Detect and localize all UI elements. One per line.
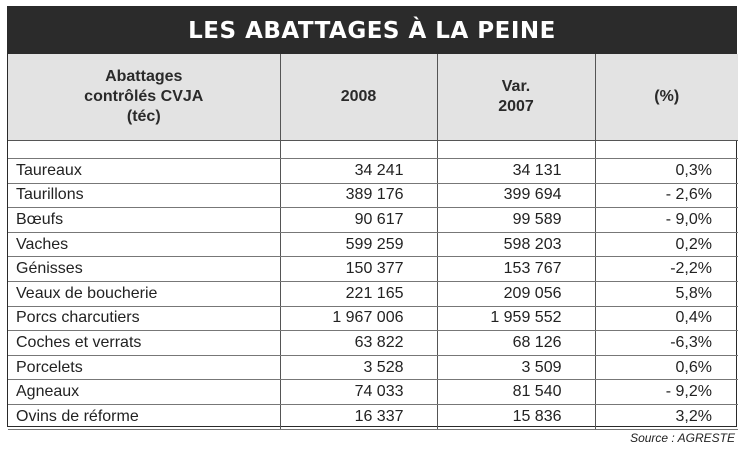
column-header-2008: 2008	[280, 54, 437, 141]
column-header-var-2007: Var. 2007	[437, 54, 595, 141]
cell-2007: 3 509	[437, 355, 595, 380]
table-row	[8, 208, 738, 233]
cell-2007: 34 131	[437, 159, 595, 184]
column-header-percent: (%)	[595, 54, 738, 141]
cell-2007: 153 767	[437, 257, 595, 282]
table-row	[8, 159, 738, 184]
row-label: Taureaux	[8, 159, 280, 184]
cell-2007: 1 959 552	[437, 306, 595, 331]
table-row	[8, 281, 738, 306]
cell-percent: 0,3%	[595, 159, 738, 184]
cell-2008: 16 337	[280, 404, 437, 429]
row-label: Bœufs	[8, 208, 280, 233]
cell-2008: 34 241	[280, 159, 437, 184]
source-note: Source : AGRESTE	[630, 431, 735, 445]
table-row	[8, 355, 738, 380]
row-label: Vaches	[8, 232, 280, 257]
row-label: Ovins de réforme	[8, 404, 280, 429]
cell-percent: 3,2%	[595, 404, 738, 429]
table-row	[8, 331, 738, 356]
cell-2008: 150 377	[280, 257, 437, 282]
table-row	[8, 404, 738, 429]
cell-2007: 81 540	[437, 380, 595, 405]
row-label: Coches et verrats	[8, 331, 280, 356]
cell-2007: 15 836	[437, 404, 595, 429]
row-label: Veaux de boucherie	[8, 281, 280, 306]
cell-2008: 1 967 006	[280, 306, 437, 331]
cell-2008: 221 165	[280, 281, 437, 306]
cell-2007: 68 126	[437, 331, 595, 356]
table-title: LES ABATTAGES À LA PEINE	[8, 7, 736, 54]
cell-percent: 0,6%	[595, 355, 738, 380]
cell-2007: 99 589	[437, 208, 595, 233]
row-label: Porcelets	[8, 355, 280, 380]
table-row	[8, 257, 738, 282]
slaughter-table	[8, 54, 738, 430]
cell-percent: 5,8%	[595, 281, 738, 306]
cell-percent: 0,4%	[595, 306, 738, 331]
header-row	[8, 54, 738, 141]
cell-2008: 599 259	[280, 232, 437, 257]
table-row	[8, 183, 738, 208]
cell-percent: -6,3%	[595, 331, 738, 356]
cell-percent: 0,2%	[595, 232, 738, 257]
row-label: Agneaux	[8, 380, 280, 405]
table-row	[8, 232, 738, 257]
cell-2008: 74 033	[280, 380, 437, 405]
row-label: Génisses	[8, 257, 280, 282]
table-row	[8, 306, 738, 331]
table-row	[8, 380, 738, 405]
cell-percent: - 9,0%	[595, 208, 738, 233]
cell-2007: 209 056	[437, 281, 595, 306]
row-label: Taurillons	[8, 183, 280, 208]
cell-2008: 389 176	[280, 183, 437, 208]
spacer-row	[8, 141, 738, 159]
cell-percent: - 9,2%	[595, 380, 738, 405]
column-header-category: Abattages contrôlés CVJA (téc)	[8, 54, 280, 141]
cell-2007: 399 694	[437, 183, 595, 208]
table-frame	[7, 6, 737, 427]
cell-2008: 90 617	[280, 208, 437, 233]
cell-2008: 3 528	[280, 355, 437, 380]
cell-percent: - 2,6%	[595, 183, 738, 208]
cell-2008: 63 822	[280, 331, 437, 356]
cell-2007: 598 203	[437, 232, 595, 257]
cell-percent: -2,2%	[595, 257, 738, 282]
row-label: Porcs charcutiers	[8, 306, 280, 331]
